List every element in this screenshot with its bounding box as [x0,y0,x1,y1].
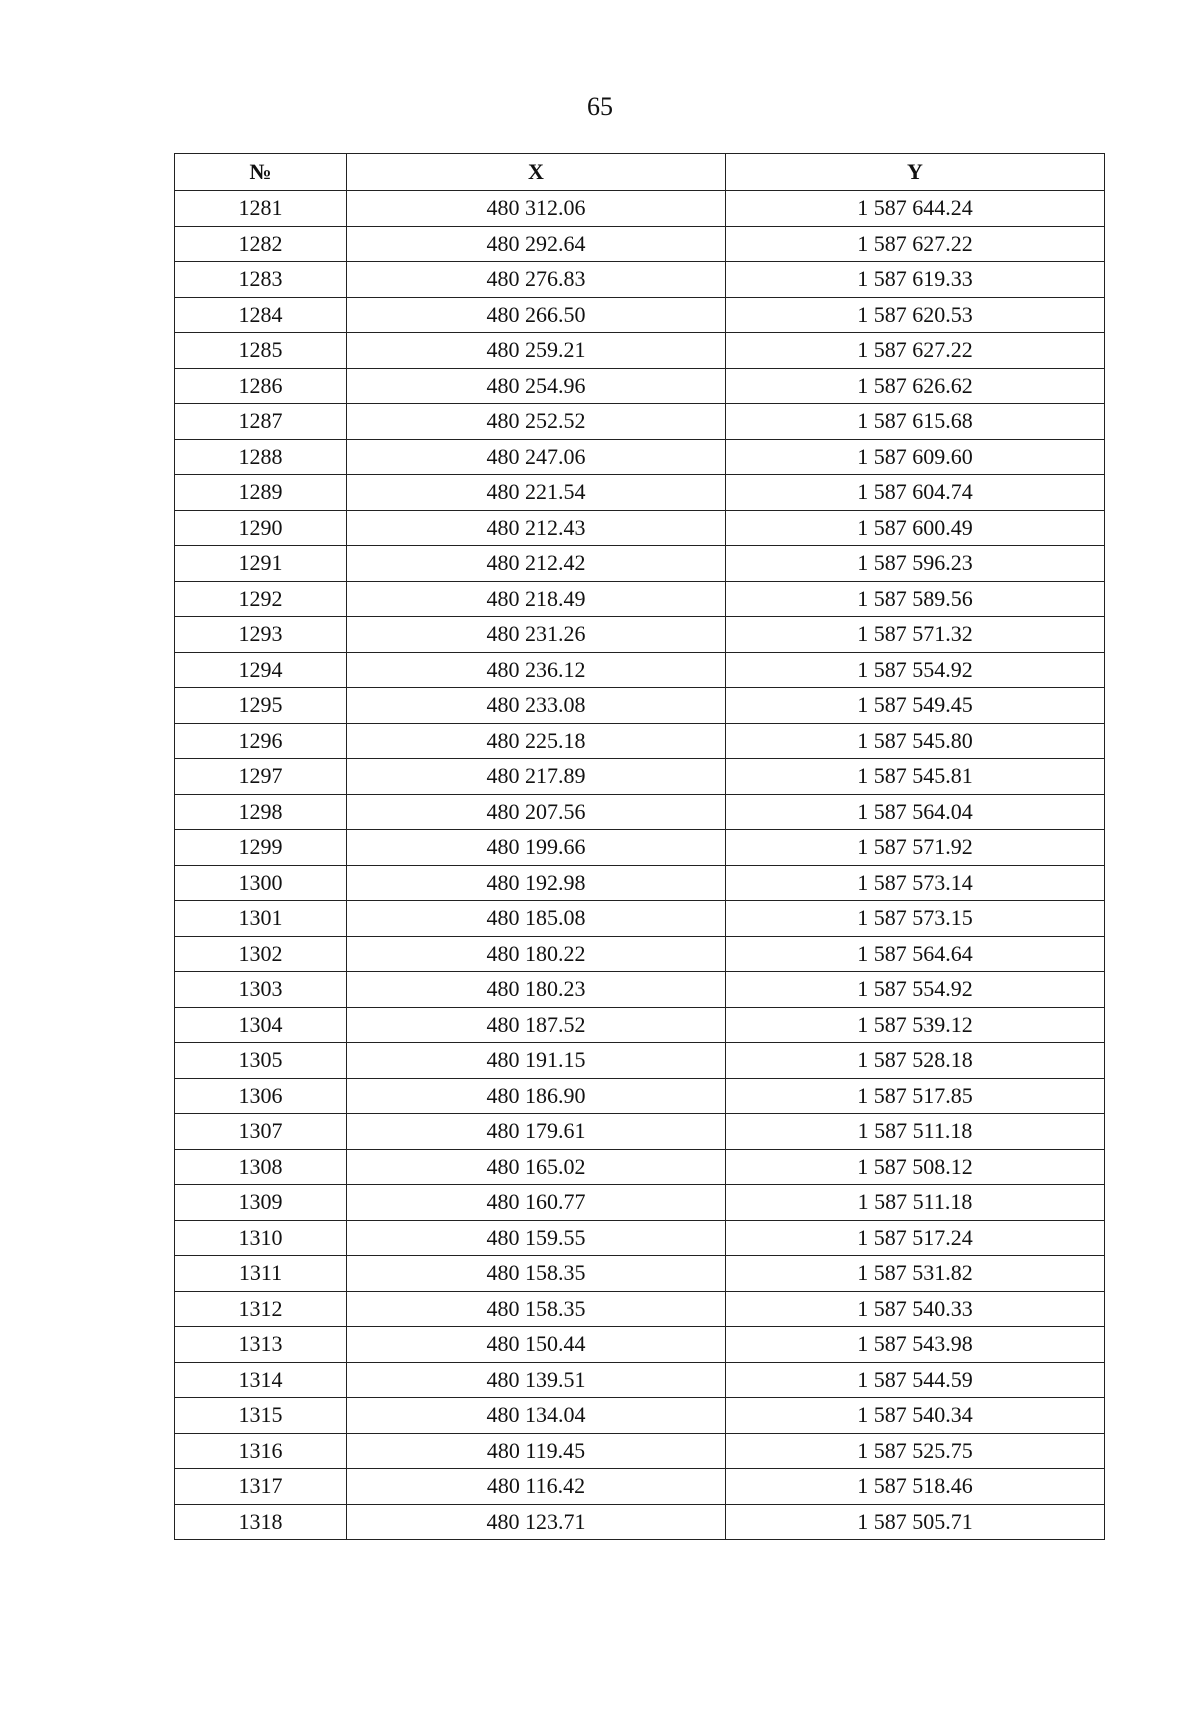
x-coordinate-cell: 480 159.55 [347,1220,726,1256]
x-coordinate-cell: 480 212.42 [347,546,726,582]
table-row [175,830,1105,866]
y-coordinate-cell: 1 587 626.62 [726,368,1105,404]
point-number-cell: 1286 [175,368,347,404]
point-number-cell: 1295 [175,688,347,724]
y-coordinate-cell: 1 587 620.53 [726,297,1105,333]
table-row [175,1185,1105,1221]
point-number-cell: 1304 [175,1007,347,1043]
x-coordinate-cell: 480 187.52 [347,1007,726,1043]
point-number-cell: 1285 [175,333,347,369]
y-coordinate-cell: 1 587 531.82 [726,1256,1105,1292]
table-row [175,262,1105,298]
x-coordinate-cell: 480 292.64 [347,226,726,262]
y-coordinate-cell: 1 587 600.49 [726,510,1105,546]
x-coordinate-cell: 480 233.08 [347,688,726,724]
point-number-cell: 1308 [175,1149,347,1185]
table-row [175,1433,1105,1469]
y-coordinate-cell: 1 587 627.22 [726,333,1105,369]
table-row [175,404,1105,440]
table-header [175,154,1105,191]
y-coordinate-cell: 1 587 571.92 [726,830,1105,866]
x-coordinate-cell: 480 185.08 [347,901,726,937]
x-coordinate-cell: 480 134.04 [347,1398,726,1434]
y-coordinate-cell: 1 587 511.18 [726,1114,1105,1150]
y-coordinate-cell: 1 587 564.04 [726,794,1105,830]
x-coordinate-cell: 480 217.89 [347,759,726,795]
y-coordinate-cell: 1 587 609.60 [726,439,1105,475]
x-coordinate-cell: 480 247.06 [347,439,726,475]
y-coordinate-cell: 1 587 564.64 [726,936,1105,972]
point-number-cell: 1283 [175,262,347,298]
point-number-cell: 1294 [175,652,347,688]
table-row [175,688,1105,724]
point-number-cell: 1296 [175,723,347,759]
table-row [175,475,1105,511]
table-row [175,652,1105,688]
table-row [175,1291,1105,1327]
point-number-cell: 1311 [175,1256,347,1292]
y-coordinate-cell: 1 587 573.14 [726,865,1105,901]
table-row [175,794,1105,830]
x-coordinate-cell: 480 231.26 [347,617,726,653]
y-coordinate-cell: 1 587 540.34 [726,1398,1105,1434]
table-row [175,1362,1105,1398]
table-row [175,1504,1105,1540]
point-number-cell: 1292 [175,581,347,617]
point-number-cell: 1287 [175,404,347,440]
x-coordinate-cell: 480 139.51 [347,1362,726,1398]
y-coordinate-cell: 1 587 549.45 [726,688,1105,724]
point-number-cell: 1297 [175,759,347,795]
y-coordinate-cell: 1 587 619.33 [726,262,1105,298]
y-coordinate-cell: 1 587 615.68 [726,404,1105,440]
point-number-cell: 1299 [175,830,347,866]
table-row [175,510,1105,546]
table-row [175,546,1105,582]
x-coordinate-cell: 480 160.77 [347,1185,726,1221]
y-coordinate-cell: 1 587 543.98 [726,1327,1105,1363]
x-coordinate-cell: 480 212.43 [347,510,726,546]
point-number-cell: 1301 [175,901,347,937]
table-row [175,1256,1105,1292]
point-number-cell: 1293 [175,617,347,653]
point-number-cell: 1309 [175,1185,347,1221]
y-coordinate-cell: 1 587 554.92 [726,652,1105,688]
point-number-cell: 1284 [175,297,347,333]
y-coordinate-cell: 1 587 627.22 [726,226,1105,262]
x-coordinate-cell: 480 119.45 [347,1433,726,1469]
x-coordinate-cell: 480 259.21 [347,333,726,369]
x-coordinate-cell: 480 179.61 [347,1114,726,1150]
x-coordinate-cell: 480 180.23 [347,972,726,1008]
header-number: № [175,154,347,191]
x-coordinate-cell: 480 186.90 [347,1078,726,1114]
x-coordinate-cell: 480 225.18 [347,723,726,759]
point-number-cell: 1312 [175,1291,347,1327]
point-number-cell: 1307 [175,1114,347,1150]
y-coordinate-cell: 1 587 517.24 [726,1220,1105,1256]
table-row [175,723,1105,759]
table-row [175,1007,1105,1043]
point-number-cell: 1289 [175,475,347,511]
x-coordinate-cell: 480 150.44 [347,1327,726,1363]
point-number-cell: 1314 [175,1362,347,1398]
point-number-cell: 1313 [175,1327,347,1363]
table-row [175,581,1105,617]
table-row [175,226,1105,262]
y-coordinate-cell: 1 587 596.23 [726,546,1105,582]
x-coordinate-cell: 480 236.12 [347,652,726,688]
table-row [175,191,1105,227]
header-x: X [347,154,726,191]
y-coordinate-cell: 1 587 545.81 [726,759,1105,795]
table-row [175,297,1105,333]
y-coordinate-cell: 1 587 589.56 [726,581,1105,617]
point-number-cell: 1306 [175,1078,347,1114]
table-row [175,936,1105,972]
x-coordinate-cell: 480 158.35 [347,1256,726,1292]
x-coordinate-cell: 480 165.02 [347,1149,726,1185]
x-coordinate-cell: 480 254.96 [347,368,726,404]
table-row [175,1043,1105,1079]
x-coordinate-cell: 480 218.49 [347,581,726,617]
point-number-cell: 1288 [175,439,347,475]
x-coordinate-cell: 480 199.66 [347,830,726,866]
y-coordinate-cell: 1 587 518.46 [726,1469,1105,1505]
table-row [175,368,1105,404]
y-coordinate-cell: 1 587 554.92 [726,972,1105,1008]
y-coordinate-cell: 1 587 511.18 [726,1185,1105,1221]
x-coordinate-cell: 480 191.15 [347,1043,726,1079]
y-coordinate-cell: 1 587 544.59 [726,1362,1105,1398]
y-coordinate-cell: 1 587 644.24 [726,191,1105,227]
y-coordinate-cell: 1 587 528.18 [726,1043,1105,1079]
table-row [175,1398,1105,1434]
x-coordinate-cell: 480 158.35 [347,1291,726,1327]
y-coordinate-cell: 1 587 604.74 [726,475,1105,511]
header-row [175,154,1105,191]
y-coordinate-cell: 1 587 525.75 [726,1433,1105,1469]
table-row [175,901,1105,937]
point-number-cell: 1316 [175,1433,347,1469]
table-row [175,333,1105,369]
point-number-cell: 1305 [175,1043,347,1079]
y-coordinate-cell: 1 587 573.15 [726,901,1105,937]
point-number-cell: 1302 [175,936,347,972]
y-coordinate-cell: 1 587 517.85 [726,1078,1105,1114]
table-row [175,1469,1105,1505]
header-y: Y [726,154,1105,191]
point-number-cell: 1315 [175,1398,347,1434]
point-number-cell: 1318 [175,1504,347,1540]
table-row [175,972,1105,1008]
y-coordinate-cell: 1 587 505.71 [726,1504,1105,1540]
table-row [175,865,1105,901]
x-coordinate-cell: 480 180.22 [347,936,726,972]
table-row [175,759,1105,795]
point-number-cell: 1300 [175,865,347,901]
x-coordinate-cell: 480 252.52 [347,404,726,440]
point-number-cell: 1291 [175,546,347,582]
x-coordinate-cell: 480 266.50 [347,297,726,333]
point-number-cell: 1303 [175,972,347,1008]
y-coordinate-cell: 1 587 539.12 [726,1007,1105,1043]
table-row [175,617,1105,653]
table-row [175,1078,1105,1114]
coordinates-table [174,153,1105,1540]
x-coordinate-cell: 480 116.42 [347,1469,726,1505]
page-number: 65 [587,92,613,121]
x-coordinate-cell: 480 221.54 [347,475,726,511]
table-row [175,1327,1105,1363]
table-row [175,1114,1105,1150]
y-coordinate-cell: 1 587 540.33 [726,1291,1105,1327]
x-coordinate-cell: 480 123.71 [347,1504,726,1540]
table-body [175,191,1105,1540]
table-row [175,1149,1105,1185]
x-coordinate-cell: 480 312.06 [347,191,726,227]
point-number-cell: 1310 [175,1220,347,1256]
point-number-cell: 1298 [175,794,347,830]
y-coordinate-cell: 1 587 508.12 [726,1149,1105,1185]
y-coordinate-cell: 1 587 545.80 [726,723,1105,759]
x-coordinate-cell: 480 192.98 [347,865,726,901]
point-number-cell: 1317 [175,1469,347,1505]
point-number-cell: 1282 [175,226,347,262]
table-row [175,439,1105,475]
x-coordinate-cell: 480 207.56 [347,794,726,830]
table-row [175,1220,1105,1256]
point-number-cell: 1281 [175,191,347,227]
x-coordinate-cell: 480 276.83 [347,262,726,298]
y-coordinate-cell: 1 587 571.32 [726,617,1105,653]
point-number-cell: 1290 [175,510,347,546]
